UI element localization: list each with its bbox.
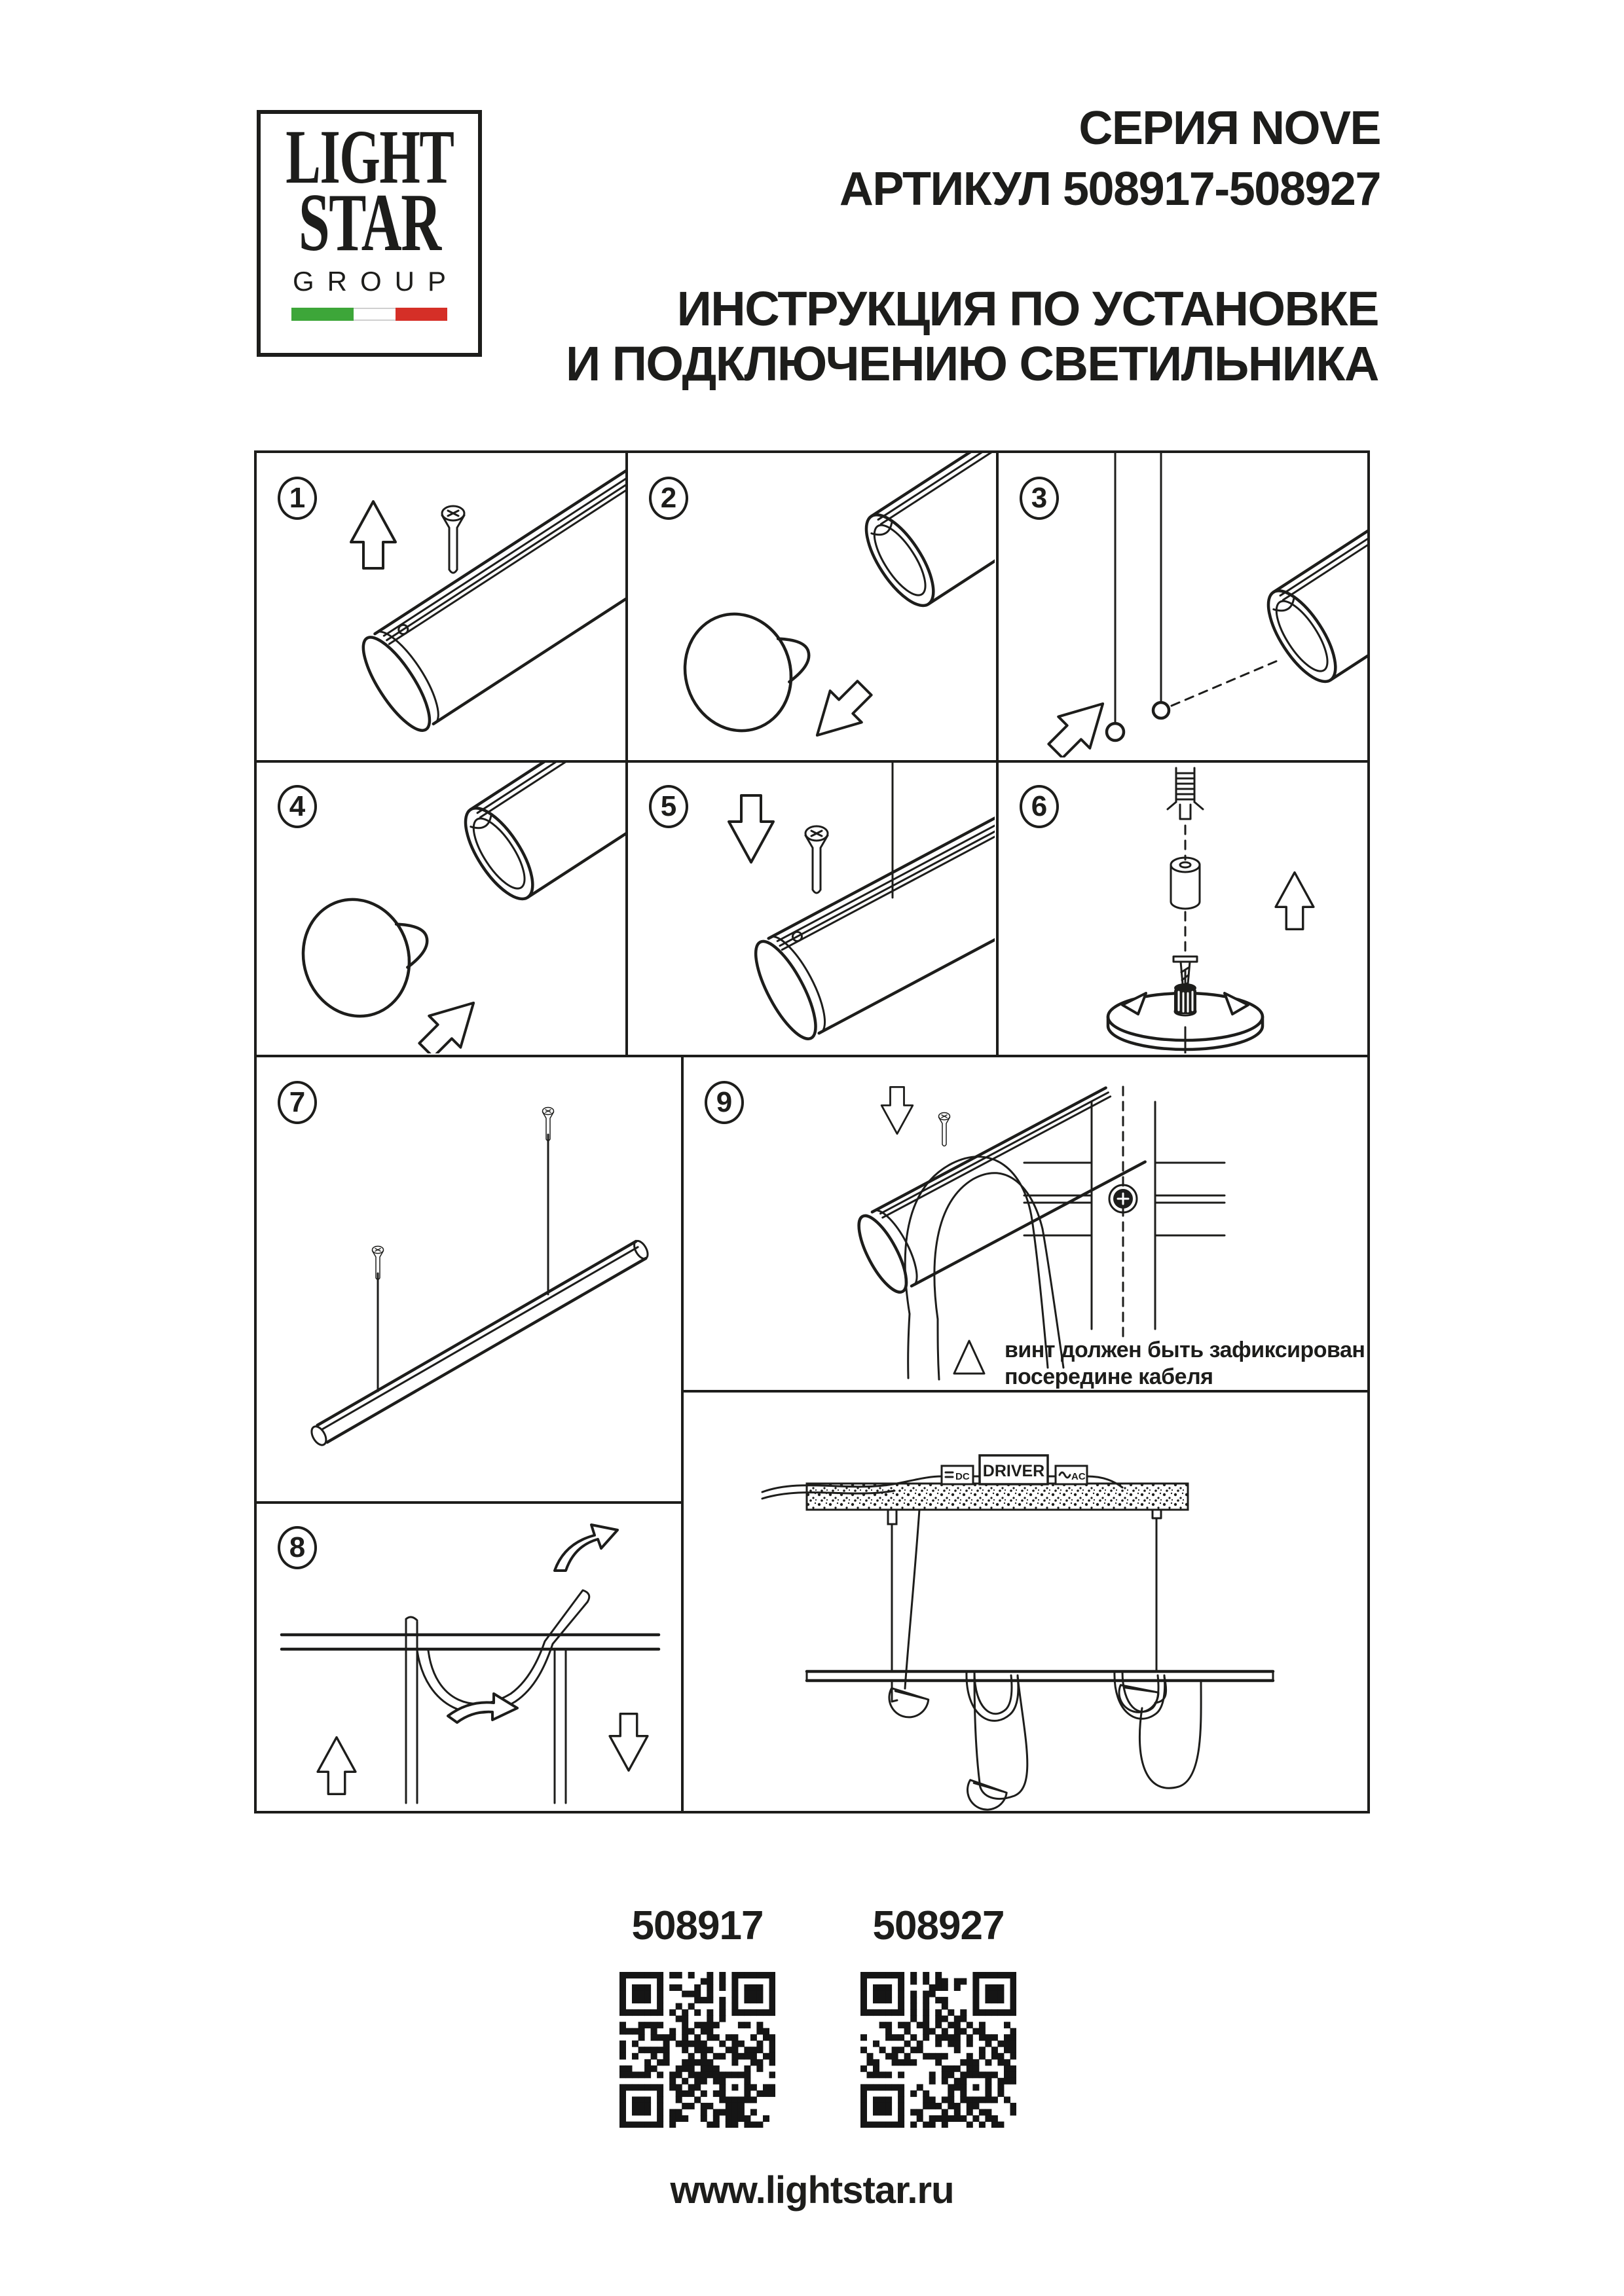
up-arrow-icon	[1276, 873, 1314, 930]
step-1-badge: 1	[278, 477, 317, 520]
cable-ball-end	[1153, 702, 1169, 718]
step-1-illustration	[257, 453, 625, 757]
screw-icon	[805, 826, 828, 893]
step-2-badge: 2	[649, 477, 688, 520]
step-2-illustration	[628, 453, 995, 757]
cable-tail	[938, 1319, 939, 1379]
lamp-cable	[905, 1510, 919, 1688]
cable-left	[406, 1617, 417, 1803]
knurled-nut	[1174, 983, 1196, 1014]
instruction-title-line2: И ПОДКЛЮЧЕНИЮ СВЕТИЛЬНИКА	[566, 337, 1378, 392]
cable-gripper	[888, 1510, 896, 1524]
step-8-illustration	[257, 1505, 680, 1810]
open-tube-drawing	[1256, 453, 1367, 691]
lamp-cable	[980, 1677, 1027, 1798]
warning-text	[1005, 1337, 1365, 1391]
step-6-illustration	[999, 763, 1367, 1053]
cable-ball-end	[1107, 723, 1124, 740]
cable-right	[555, 1650, 566, 1803]
logo-word-light: LIGHT	[285, 114, 454, 200]
pendant-tube-drawing	[308, 1239, 650, 1448]
instruction-title-line1: ИНСТРУКЦИЯ ПО УСТАНОВКЕ	[676, 282, 1378, 336]
tube-with-cap-drawing	[352, 453, 625, 739]
step-5-illustration	[628, 763, 995, 1053]
flag-red-band	[396, 308, 447, 321]
step-3-illustration	[999, 453, 1367, 757]
assembly-overview-illustration	[684, 1394, 1367, 1811]
ac-label: AC	[1071, 1471, 1086, 1482]
cable-loop	[974, 1671, 1012, 1714]
step-9-badge: 9	[705, 1081, 744, 1124]
tube-side-view	[282, 1635, 659, 1649]
up-arrow-icon	[351, 501, 396, 568]
grid-divider-h4	[684, 1390, 1367, 1393]
down-arrow-icon	[729, 795, 773, 862]
curved-arrow-icon	[555, 1525, 618, 1571]
qr-code-508917	[619, 1972, 775, 2128]
instruction-title	[566, 282, 1378, 392]
step-3-badge: 3	[1020, 477, 1059, 520]
step-8-badge: 8	[278, 1526, 317, 1569]
series-article-block	[840, 98, 1380, 220]
cable-tail	[908, 1314, 910, 1378]
flag-white-band	[354, 308, 396, 321]
sleeve-drawing	[1171, 858, 1200, 909]
lamp-cable	[1139, 1681, 1201, 1788]
small-screw-icon	[939, 1113, 950, 1146]
wall-anchor-drawing	[1168, 768, 1203, 819]
lightstar-logo	[257, 110, 482, 357]
cable-tip	[579, 1590, 589, 1602]
up-right-arrow-icon	[411, 987, 489, 1053]
up-arrow-icon	[318, 1738, 356, 1795]
qr-label-508917: 508917	[631, 1903, 764, 1948]
suspension-wire	[1153, 1510, 1161, 1671]
website-url: www.lightstar.ru	[670, 2169, 954, 2212]
italian-flag-strip	[291, 308, 447, 321]
tube-with-cap-drawing	[745, 763, 995, 1046]
logo-word-star: STAR	[298, 177, 441, 268]
rotation-arrowhead	[1122, 993, 1146, 1014]
step-7-illustration	[257, 1057, 680, 1500]
step-6-badge: 6	[1020, 785, 1059, 828]
warning-line2: посередине кабеля	[1005, 1364, 1213, 1389]
down-arrow-icon	[610, 1714, 648, 1771]
down-left-arrow-icon	[802, 672, 880, 751]
up-right-arrow-icon	[1040, 688, 1118, 757]
flag-green-band	[291, 308, 354, 321]
open-tube-drawing	[453, 763, 625, 909]
warning-triangle-icon	[951, 1337, 987, 1377]
step-5-badge: 5	[649, 785, 688, 828]
tighten-rotation-drawing	[1108, 971, 1263, 1053]
alignment-dashed-line	[1172, 661, 1276, 706]
logo-word-group: GROUP	[292, 266, 459, 297]
step-7-badge: 7	[278, 1081, 317, 1124]
down-arrow-icon	[881, 1087, 913, 1133]
open-tube-drawing	[854, 453, 995, 615]
qr-label-508927: 508927	[872, 1903, 1005, 1948]
step-4-badge: 4	[278, 785, 317, 828]
series-title: СЕРИЯ NOVE	[1079, 102, 1380, 155]
rotation-arrowhead	[1225, 993, 1248, 1014]
grid-divider-h3	[257, 1501, 682, 1504]
warning-note	[951, 1337, 1365, 1391]
qr-code-508927	[860, 1972, 1016, 2128]
end-cap-drawing	[288, 879, 444, 1030]
driver-label: DRIVER	[982, 1462, 1045, 1480]
step-4-illustration	[257, 763, 625, 1053]
article-number: АРТИКУЛ 508917-508927	[839, 162, 1380, 215]
curved-arrow-icon	[448, 1694, 517, 1722]
dc-label: DC	[955, 1471, 970, 1482]
warning-line1: винт должен быть зафиксирован	[1005, 1338, 1365, 1362]
screw-icon	[442, 506, 464, 573]
tube-bar	[807, 1671, 1273, 1681]
end-cap-drawing	[670, 594, 826, 745]
cable-strap	[905, 1157, 1032, 1314]
lamp-head	[965, 1772, 1010, 1811]
